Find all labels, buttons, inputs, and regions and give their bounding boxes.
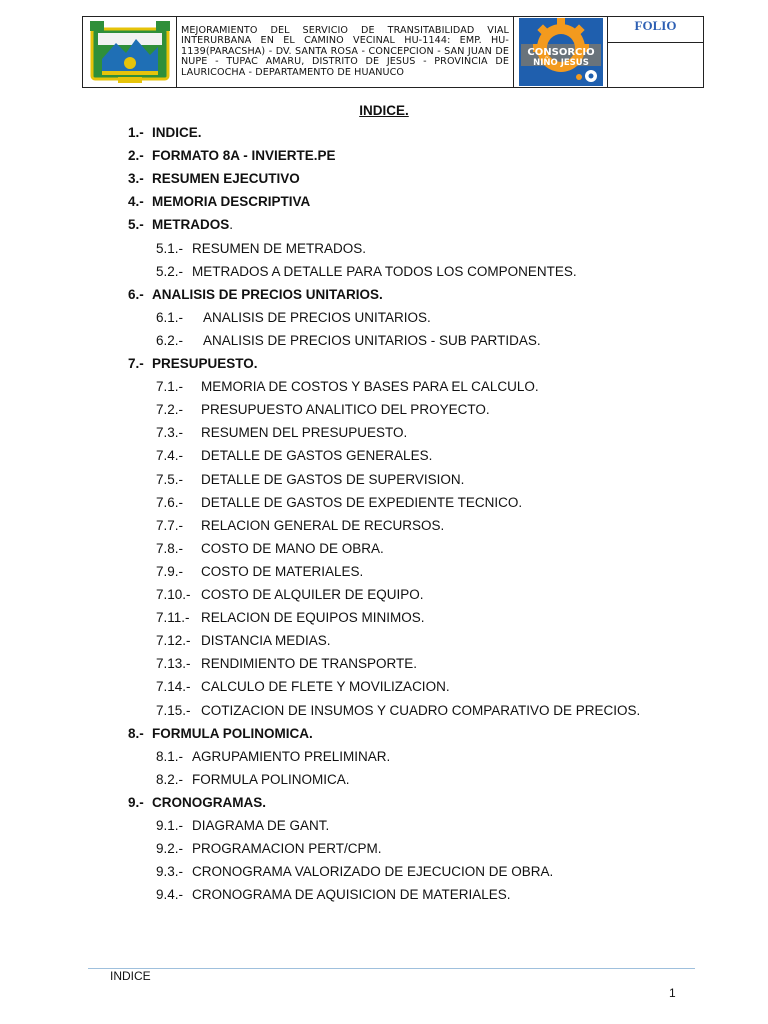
- toc-section: [128, 194, 310, 210]
- project-title: MEJORAMIENTO DEL SERVICIO DE TRANSITABILIDAD VIAL INTERURBANA EN EL CAMINO VECINAL HU-1144: EMP. HU-1139(PARACSHA) - DV. SANTA ROSA - CONCEPCION - SAN JUAN DE NUPE - TUPAC AMARU, DISTRITO DE JESUS - PROVINCIA DE LAURICOCHA - DEPARTAMENTO DE HUANUCO: [181, 24, 509, 78]
- toc-label: DIAGRAMA DE GANT.: [192, 818, 330, 833]
- toc-subsection: [156, 818, 329, 834]
- toc-subsection: [156, 587, 424, 603]
- toc-number: 7.10.-: [156, 587, 191, 602]
- toc-section: [128, 356, 258, 372]
- toc-subsection: [156, 495, 522, 511]
- toc-subsection: [156, 264, 577, 280]
- toc-label: PRESUPUESTO.: [152, 356, 258, 371]
- toc-label: METRADOS: [152, 217, 230, 233]
- toc-subsection: [156, 333, 541, 349]
- toc-suffix: .: [229, 217, 234, 233]
- toc-subsection: [156, 472, 464, 488]
- toc-label: CALCULO DE FLETE Y MOVILIZACION.: [201, 679, 450, 695]
- toc-number: 5.2.-: [156, 263, 184, 279]
- document-header: [82, 16, 704, 88]
- toc-number: 9.1.-: [156, 818, 184, 833]
- toc-subsection: [156, 564, 363, 580]
- toc-label: MEMORIA DE COSTOS Y BASES PARA EL CALCULO.: [201, 379, 539, 395]
- folio-box: [608, 17, 703, 87]
- toc-subsection: [156, 656, 417, 672]
- toc-number: 6.2.-: [156, 332, 184, 348]
- toc-label: RELACION DE EQUIPOS MINIMOS.: [201, 610, 425, 626]
- footer-section-label: INDICE: [110, 969, 151, 983]
- toc-label: PRESUPUESTO ANALITICO DEL PROYECTO.: [201, 402, 490, 418]
- toc-subsection: [156, 749, 390, 765]
- toc-label: RESUMEN EJECUTIVO: [152, 171, 300, 187]
- toc-subsection: [156, 241, 366, 257]
- toc-number: 7.6.-: [156, 494, 184, 510]
- toc-subsection: [156, 633, 331, 649]
- toc-label: ANALISIS DE PRECIOS UNITARIOS.: [152, 286, 383, 302]
- toc-label: FORMATO 8A - INVIERTE.PE: [152, 148, 336, 164]
- toc-number: 7.3.-: [156, 425, 184, 441]
- toc-label: DETALLE DE GASTOS DE EXPEDIENTE TECNICO.: [201, 494, 523, 510]
- toc-label: FORMULA POLINOMICA.: [192, 771, 350, 787]
- toc-label: INDICE.: [152, 125, 202, 140]
- toc-label: COTIZACION DE INSUMOS Y CUADRO COMPARATIVO DE PRECIOS.: [201, 702, 641, 718]
- toc-label: PROGRAMACION PERT/CPM.: [192, 841, 382, 857]
- toc-section: [128, 171, 300, 187]
- toc-section: [128, 148, 336, 164]
- toc-number: 1.-: [128, 125, 144, 140]
- toc-label: RELACION GENERAL DE RECURSOS.: [201, 517, 445, 533]
- toc-number: 7.9.-: [156, 563, 184, 579]
- gear-logo-icon: [519, 18, 603, 86]
- toc-number: 2.-: [128, 148, 144, 164]
- toc-section: [128, 726, 313, 742]
- toc-number: 7.1.-: [156, 379, 184, 395]
- toc-number: 6.-: [128, 286, 144, 302]
- svg-text:NIÑO JESUS: NIÑO JESUS: [532, 58, 589, 68]
- toc-number: 7.15.-: [156, 702, 191, 718]
- toc-number: 7.7.-: [156, 517, 184, 533]
- toc-label: RESUMEN DE METRADOS.: [192, 240, 367, 256]
- toc-subsection: [156, 448, 432, 464]
- municipality-logo: [83, 17, 177, 87]
- toc-number: 7.4.-: [156, 448, 184, 464]
- consortium-logo: [514, 17, 608, 87]
- toc-number: 7.11.-: [156, 610, 190, 626]
- toc-section: [128, 287, 383, 303]
- toc-number: 5.-: [128, 217, 144, 233]
- toc-label: DETALLE DE GASTOS DE SUPERVISION.: [201, 471, 465, 487]
- toc-number: 8.1.-: [156, 748, 184, 764]
- footer-divider: [88, 968, 695, 969]
- toc-number: 7.13.-: [156, 656, 191, 672]
- toc-section: [128, 795, 266, 811]
- toc-label: RENDIMIENTO DE TRANSPORTE.: [201, 656, 418, 672]
- folio-number-space: [608, 43, 703, 87]
- toc-label: DETALLE DE GASTOS GENERALES.: [201, 448, 433, 464]
- toc-subsection: [156, 518, 444, 534]
- toc-number: 7.14.-: [156, 679, 191, 695]
- toc-subsection: [156, 379, 539, 395]
- toc-label: COSTO DE MANO DE OBRA.: [201, 540, 384, 556]
- toc-number: 7.12.-: [156, 633, 191, 649]
- toc-label: AGRUPAMIENTO PRELIMINAR.: [192, 748, 391, 764]
- toc-number: 8.2.-: [156, 771, 184, 787]
- toc-label: COSTO DE MATERIALES.: [201, 563, 364, 579]
- toc-label: DISTANCIA MEDIAS.: [201, 633, 331, 649]
- toc-number: 7.5.-: [156, 471, 184, 487]
- folio-label: FOLIO: [608, 17, 703, 43]
- toc-number: 7.8.-: [156, 540, 184, 556]
- toc-label: COSTO DE ALQUILER DE EQUIPO.: [201, 587, 424, 602]
- toc-label: CRONOGRAMA DE AQUISICION DE MATERIALES.: [192, 887, 511, 903]
- toc-number: 8.-: [128, 725, 144, 741]
- toc-subsection: [156, 841, 382, 857]
- toc-number: 5.1.-: [156, 240, 184, 256]
- toc-number: 9.-: [128, 794, 144, 810]
- toc-subsection: [156, 402, 490, 418]
- toc-subsection: [156, 425, 407, 441]
- toc-section: [128, 217, 233, 233]
- toc-subsection: [156, 310, 431, 326]
- toc-subsection: [156, 772, 350, 788]
- toc-number: 6.1.-: [156, 309, 184, 325]
- toc-number: 9.2.-: [156, 841, 184, 857]
- toc-section: [128, 125, 202, 141]
- toc-subsection: [156, 610, 425, 626]
- svg-text:CONSORCIO: CONSORCIO: [526, 47, 595, 58]
- toc-subsection: [156, 887, 511, 903]
- toc-number: 9.4.-: [156, 887, 184, 903]
- toc-subsection: [156, 864, 553, 880]
- toc-label: METRADOS A DETALLE PARA TODOS LOS COMPONENTES.: [192, 263, 577, 279]
- toc-number: 4.-: [128, 194, 144, 210]
- toc-subsection: [156, 541, 384, 557]
- toc-subsection: [156, 703, 640, 719]
- project-title-cell: [177, 17, 514, 87]
- page-number: 1: [669, 986, 676, 1000]
- toc-label: RESUMEN DEL PRESUPUESTO.: [201, 425, 408, 441]
- toc-label: CRONOGRAMAS.: [152, 794, 266, 810]
- toc-label: ANALISIS DE PRECIOS UNITARIOS - SUB PARTIDAS.: [203, 332, 541, 348]
- toc-label: ANALISIS DE PRECIOS UNITARIOS.: [203, 309, 431, 325]
- toc-number: 7.2.-: [156, 402, 184, 418]
- toc-subsection: [156, 679, 450, 695]
- toc-label: MEMORIA DESCRIPTIVA: [152, 194, 311, 210]
- toc-number: 9.3.-: [156, 864, 184, 880]
- toc-number: 7.-: [128, 356, 144, 371]
- toc-label: CRONOGRAMA VALORIZADO DE EJECUCION DE OBRA.: [192, 864, 554, 880]
- index-title: INDICE.: [359, 103, 409, 118]
- toc-label: FORMULA POLINOMICA.: [152, 725, 313, 741]
- toc-number: 3.-: [128, 171, 144, 187]
- municipality-crest-icon: [88, 19, 172, 85]
